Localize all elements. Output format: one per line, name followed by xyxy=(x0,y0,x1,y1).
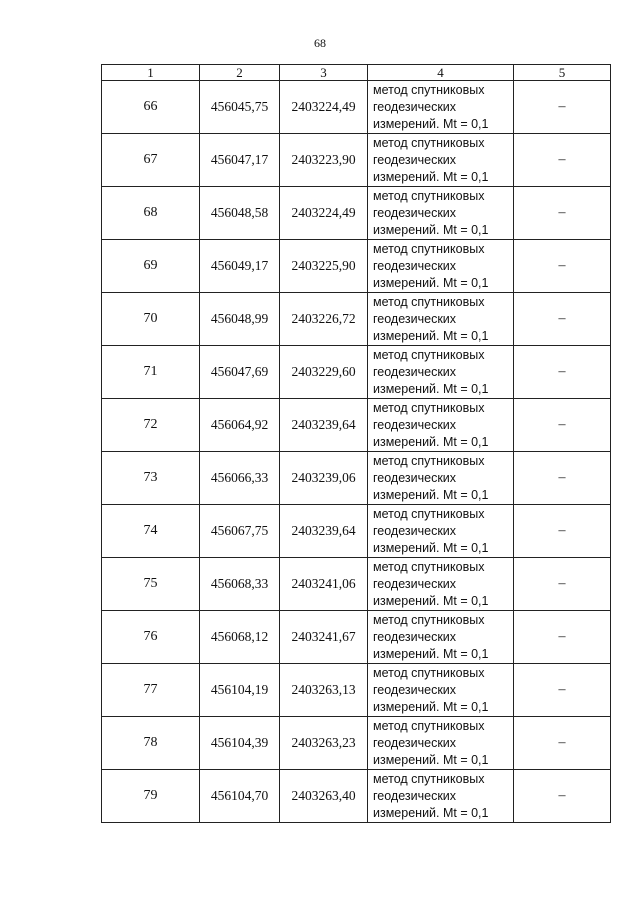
point-number-cell: 71 xyxy=(102,346,200,399)
table-body xyxy=(102,81,611,823)
point-number-cell: 73 xyxy=(102,452,200,505)
x-coordinate-cell: 456047,69 xyxy=(200,346,280,399)
page-number: 68 xyxy=(314,36,326,50)
column-header-2: 2 xyxy=(200,65,280,81)
column-header-4: 4 xyxy=(368,65,514,81)
method-cell xyxy=(368,611,514,664)
method-line: метод спутниковых xyxy=(373,135,485,150)
x-coordinate-cell: 456045,75 xyxy=(200,81,280,134)
method-line: геодезических xyxy=(373,470,457,485)
note-cell: – xyxy=(514,240,611,293)
point-number-cell: 79 xyxy=(102,770,200,823)
note-cell: – xyxy=(514,770,611,823)
point-number-cell: 66 xyxy=(102,81,200,134)
point-number-cell: 72 xyxy=(102,399,200,452)
method-line: измерений. Mt = 0,1 xyxy=(373,540,489,555)
method-cell xyxy=(368,399,514,452)
method-line: измерений. Mt = 0,1 xyxy=(373,381,489,396)
y-coordinate-cell: 2403239,64 xyxy=(280,399,368,452)
x-coordinate-cell: 456047,17 xyxy=(200,134,280,187)
y-coordinate-cell: 2403241,06 xyxy=(280,558,368,611)
method-line: геодезических xyxy=(373,258,457,273)
table-row xyxy=(102,505,611,558)
method-line: геодезических xyxy=(373,576,457,591)
note-cell: – xyxy=(514,293,611,346)
method-cell xyxy=(368,346,514,399)
table-header-row xyxy=(102,65,611,81)
method-line: измерений. Mt = 0,1 xyxy=(373,487,489,502)
method-line: измерений. Mt = 0,1 xyxy=(373,222,489,237)
method-line: измерений. Mt = 0,1 xyxy=(373,434,489,449)
note-cell: – xyxy=(514,452,611,505)
method-line: метод спутниковых xyxy=(373,347,485,362)
table-row xyxy=(102,187,611,240)
method-cell xyxy=(368,81,514,134)
note-cell: – xyxy=(514,717,611,770)
method-line: метод спутниковых xyxy=(373,718,485,733)
method-line: геодезических xyxy=(373,629,457,644)
x-coordinate-cell: 456064,92 xyxy=(200,399,280,452)
method-line: метод спутниковых xyxy=(373,400,485,415)
x-coordinate-cell: 456048,58 xyxy=(200,187,280,240)
y-coordinate-cell: 2403241,67 xyxy=(280,611,368,664)
y-coordinate-cell: 2403263,23 xyxy=(280,717,368,770)
point-number-cell: 76 xyxy=(102,611,200,664)
method-line: метод спутниковых xyxy=(373,82,485,97)
y-coordinate-cell: 2403223,90 xyxy=(280,134,368,187)
method-line: измерений. Mt = 0,1 xyxy=(373,805,489,820)
y-coordinate-cell: 2403229,60 xyxy=(280,346,368,399)
point-number-cell: 67 xyxy=(102,134,200,187)
column-header-5: 5 xyxy=(514,65,611,81)
point-number-cell: 74 xyxy=(102,505,200,558)
point-number-cell: 70 xyxy=(102,293,200,346)
x-coordinate-cell: 456048,99 xyxy=(200,293,280,346)
method-line: измерений. Mt = 0,1 xyxy=(373,646,489,661)
method-line: измерений. Mt = 0,1 xyxy=(373,593,489,608)
table-row xyxy=(102,134,611,187)
method-cell xyxy=(368,505,514,558)
method-line: метод спутниковых xyxy=(373,612,485,627)
x-coordinate-cell: 456049,17 xyxy=(200,240,280,293)
x-coordinate-cell: 456104,70 xyxy=(200,770,280,823)
method-cell xyxy=(368,134,514,187)
note-cell: – xyxy=(514,505,611,558)
y-coordinate-cell: 2403263,13 xyxy=(280,664,368,717)
method-line: геодезических xyxy=(373,735,457,750)
method-line: геодезических xyxy=(373,523,457,538)
method-line: метод спутниковых xyxy=(373,665,485,680)
x-coordinate-cell: 456068,12 xyxy=(200,611,280,664)
table-row xyxy=(102,399,611,452)
note-cell: – xyxy=(514,399,611,452)
method-line: измерений. Mt = 0,1 xyxy=(373,699,489,714)
y-coordinate-cell: 2403239,06 xyxy=(280,452,368,505)
note-cell: – xyxy=(514,187,611,240)
x-coordinate-cell: 456104,39 xyxy=(200,717,280,770)
table-row xyxy=(102,346,611,399)
method-line: метод спутниковых xyxy=(373,241,485,256)
column-header-3: 3 xyxy=(280,65,368,81)
point-number-cell: 75 xyxy=(102,558,200,611)
y-coordinate-cell: 2403263,40 xyxy=(280,770,368,823)
method-line: измерений. Mt = 0,1 xyxy=(373,752,489,767)
table-row xyxy=(102,717,611,770)
method-line: метод спутниковых xyxy=(373,294,485,309)
column-header-1: 1 xyxy=(102,65,200,81)
method-line: метод спутниковых xyxy=(373,771,485,786)
method-cell xyxy=(368,558,514,611)
method-line: метод спутниковых xyxy=(373,453,485,468)
table-row xyxy=(102,611,611,664)
method-line: геодезических xyxy=(373,152,457,167)
note-cell: – xyxy=(514,611,611,664)
method-line: измерений. Mt = 0,1 xyxy=(373,328,489,343)
table-row xyxy=(102,452,611,505)
method-cell xyxy=(368,452,514,505)
x-coordinate-cell: 456067,75 xyxy=(200,505,280,558)
y-coordinate-cell: 2403225,90 xyxy=(280,240,368,293)
method-line: геодезических xyxy=(373,311,457,326)
note-cell: – xyxy=(514,134,611,187)
method-cell xyxy=(368,770,514,823)
x-coordinate-cell: 456104,19 xyxy=(200,664,280,717)
point-number-cell: 78 xyxy=(102,717,200,770)
method-line: измерений. Mt = 0,1 xyxy=(373,116,489,131)
y-coordinate-cell: 2403224,49 xyxy=(280,81,368,134)
method-line: геодезических xyxy=(373,682,457,697)
y-coordinate-cell: 2403239,64 xyxy=(280,505,368,558)
method-line: геодезических xyxy=(373,788,457,803)
table-row xyxy=(102,293,611,346)
x-coordinate-cell: 456066,33 xyxy=(200,452,280,505)
table-row xyxy=(102,81,611,134)
y-coordinate-cell: 2403226,72 xyxy=(280,293,368,346)
method-line: геодезических xyxy=(373,99,457,114)
method-cell xyxy=(368,240,514,293)
note-cell: – xyxy=(514,81,611,134)
method-cell xyxy=(368,664,514,717)
table-row xyxy=(102,664,611,717)
method-cell xyxy=(368,717,514,770)
point-number-cell: 77 xyxy=(102,664,200,717)
table-row xyxy=(102,770,611,823)
method-line: измерений. Mt = 0,1 xyxy=(373,275,489,290)
table-row xyxy=(102,240,611,293)
note-cell: – xyxy=(514,664,611,717)
note-cell: – xyxy=(514,346,611,399)
method-line: метод спутниковых xyxy=(373,559,485,574)
method-line: метод спутниковых xyxy=(373,506,485,521)
method-line: геодезических xyxy=(373,417,457,432)
method-cell xyxy=(368,187,514,240)
x-coordinate-cell: 456068,33 xyxy=(200,558,280,611)
method-line: геодезических xyxy=(373,364,457,379)
point-number-cell: 69 xyxy=(102,240,200,293)
table-row xyxy=(102,558,611,611)
method-line: метод спутниковых xyxy=(373,188,485,203)
coordinates-table xyxy=(101,64,611,823)
method-line: геодезических xyxy=(373,205,457,220)
note-cell: – xyxy=(514,558,611,611)
point-number-cell: 68 xyxy=(102,187,200,240)
method-line: измерений. Mt = 0,1 xyxy=(373,169,489,184)
method-cell xyxy=(368,293,514,346)
y-coordinate-cell: 2403224,49 xyxy=(280,187,368,240)
